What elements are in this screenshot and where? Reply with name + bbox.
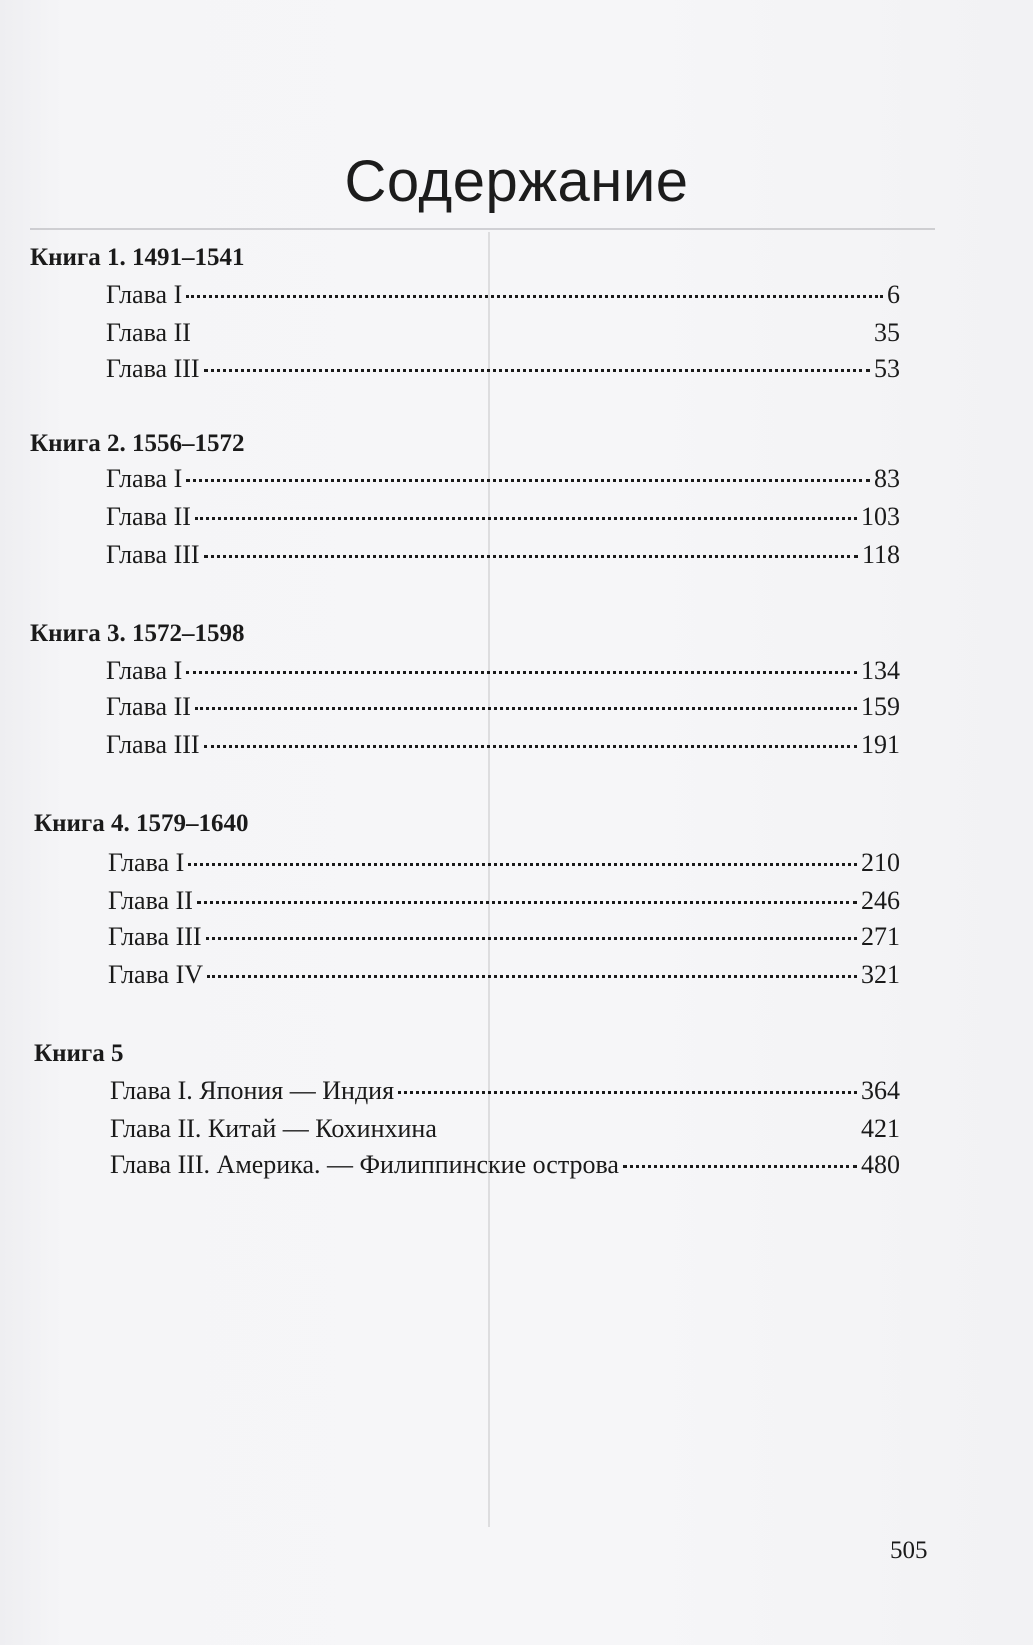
page-number: 246 — [861, 886, 900, 915]
dot-leader — [441, 1129, 857, 1132]
dot-leader — [195, 707, 857, 710]
page-number: 321 — [861, 960, 900, 989]
page-number: 35 — [874, 318, 900, 347]
dot-leader — [186, 671, 857, 674]
page-folio-number: 505 — [890, 1537, 928, 1564]
chapter-label: Глава I — [108, 848, 185, 877]
toc-entry — [108, 848, 900, 878]
toc-entry — [106, 280, 900, 310]
page-number: 421 — [861, 1114, 900, 1143]
chapter-label: Глава I — [106, 280, 183, 309]
toc-entry — [106, 656, 900, 686]
chapter-label: Глава III — [106, 354, 200, 383]
toc-entry — [108, 886, 900, 916]
dot-leader — [207, 975, 857, 978]
toc-entry — [106, 540, 900, 570]
toc-entry — [106, 692, 900, 722]
chapter-label: Глава II — [108, 886, 193, 915]
book-heading: Книга 4. 1579–1640 — [34, 810, 249, 837]
dot-leader — [204, 745, 857, 748]
page-number: 271 — [861, 922, 900, 951]
page-number: 364 — [861, 1076, 900, 1105]
toc-entry — [108, 922, 900, 952]
chapter-label: Глава II — [106, 692, 191, 721]
book-heading: Книга 1. 1491–1541 — [30, 244, 245, 271]
page-number: 210 — [861, 848, 900, 877]
chapter-label: Глава III. Америка. — Филиппинские острова — [110, 1150, 619, 1179]
chapter-label: Глава III — [106, 730, 200, 759]
toc-entry — [110, 1114, 900, 1144]
book-heading: Книга 2. 1556–1572 — [30, 430, 245, 457]
toc-entry — [106, 464, 900, 494]
dot-leader — [204, 555, 858, 558]
toc-entry — [110, 1076, 900, 1106]
page-number: 53 — [874, 354, 900, 383]
chapter-label: Глава I — [106, 464, 183, 493]
book-heading: Книга 5 — [34, 1040, 124, 1067]
dot-leader — [206, 937, 857, 940]
dot-leader — [623, 1165, 857, 1168]
book-heading: Книга 3. 1572–1598 — [30, 620, 245, 647]
dot-leader — [188, 863, 857, 866]
dot-leader — [197, 901, 857, 904]
page-number: 191 — [861, 730, 900, 759]
toc-entry — [106, 318, 900, 348]
page-number: 6 — [887, 280, 900, 309]
page-number: 134 — [861, 656, 900, 685]
toc-entry — [110, 1150, 900, 1180]
toc-entry — [106, 502, 900, 532]
chapter-label: Глава III — [106, 540, 200, 569]
toc-entry — [106, 730, 900, 760]
chapter-label: Глава III — [108, 922, 202, 951]
dot-leader — [186, 295, 883, 298]
page-number: 159 — [861, 692, 900, 721]
dot-leader — [186, 479, 870, 482]
page-number: 83 — [874, 464, 900, 493]
dot-leader — [398, 1091, 857, 1094]
chapter-label: Глава II. Китай — Кохинхина — [110, 1114, 437, 1143]
chapter-label: Глава IV — [108, 960, 203, 989]
toc-entry — [108, 960, 900, 990]
dot-leader — [204, 369, 870, 372]
page-number: 480 — [861, 1150, 900, 1179]
page-number: 103 — [861, 502, 900, 531]
page-number: 118 — [861, 540, 900, 569]
dot-leader — [195, 333, 870, 336]
dot-leader — [195, 517, 857, 520]
chapter-label: Глава II — [106, 502, 191, 531]
toc-entry — [106, 354, 900, 384]
chapter-label: Глава I. Япония — Индия — [110, 1076, 395, 1105]
chapter-label: Глава I — [106, 656, 183, 685]
chapter-label: Глава II — [106, 318, 191, 347]
page-title: Содержание — [344, 149, 689, 214]
